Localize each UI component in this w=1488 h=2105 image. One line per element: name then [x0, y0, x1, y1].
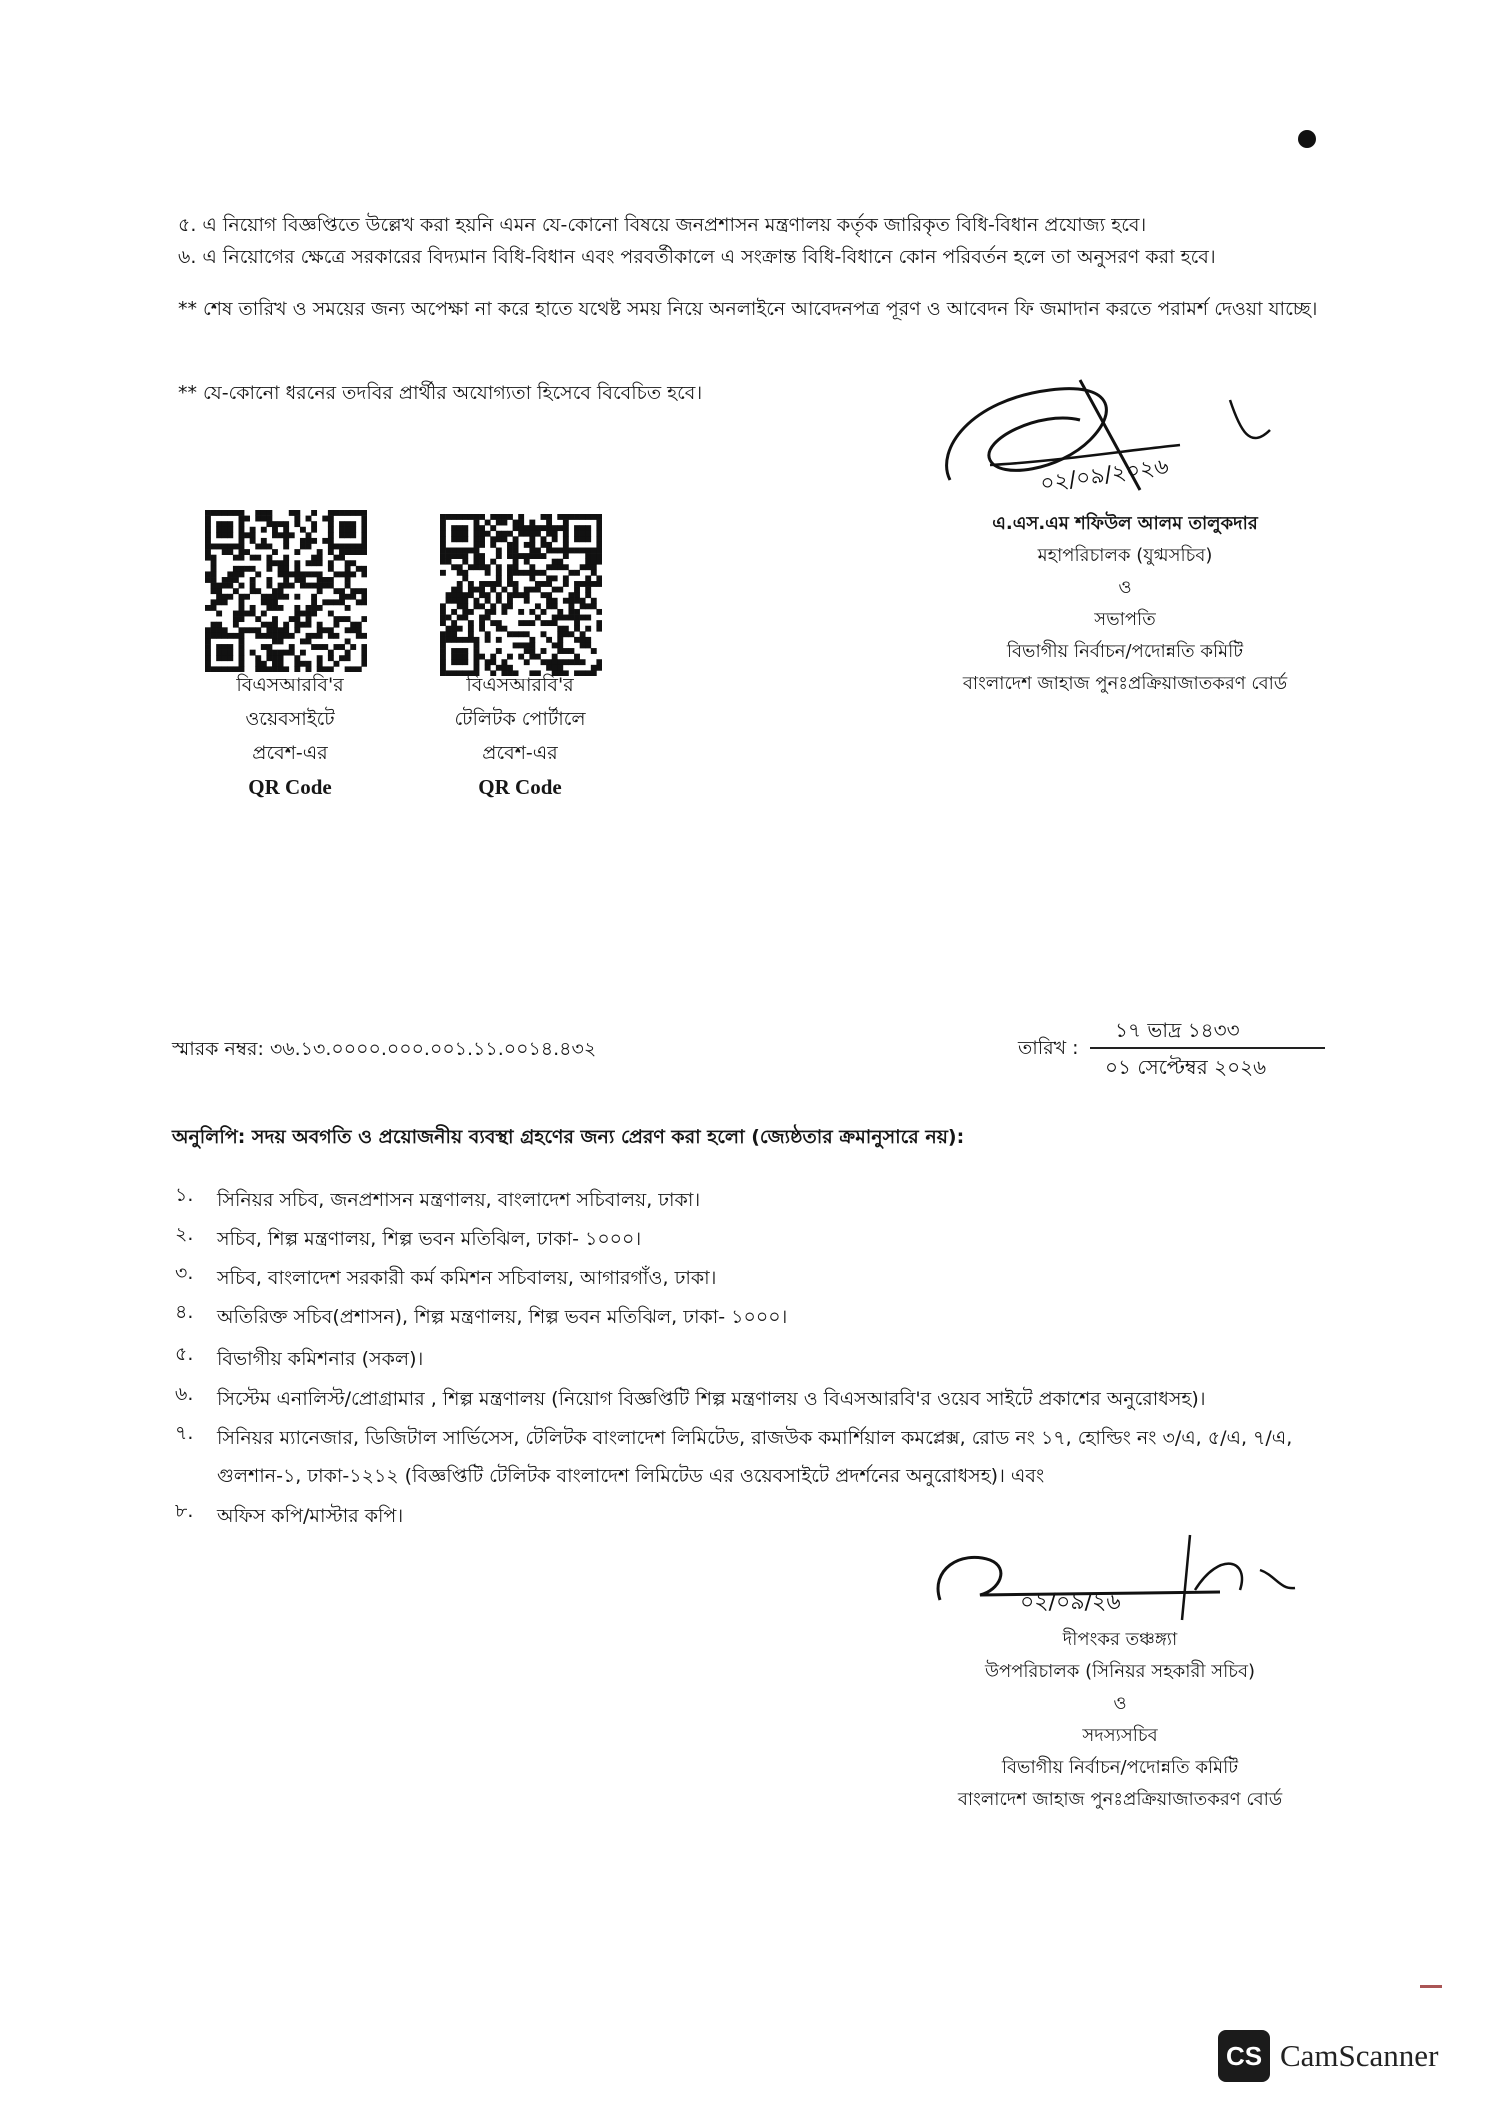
signatory-2-org: বাংলাদেশ জাহাজ পুনঃপ্রক্রিয়াজাতকরণ বোর্ড	[957, 1789, 1283, 1810]
qr-caption-teletalk-line-1: বিএসআরবি'র	[466, 674, 574, 696]
signatory-1-block	[840, 508, 1410, 700]
signatory-2-committee: বিভাগীয় নির্বাচন/পদোন্নতি কমিটি	[1001, 1757, 1239, 1778]
qr-caption-website-line-1: বিএসআরবি'র	[236, 674, 344, 696]
list-item-text: বিভাগীয় কমিশনার (সকল)।	[217, 1348, 424, 1370]
list-item-text: সিস্টেম এনালিস্ট/প্রোগ্রামার , শিল্প মন্ত্রণালয় (নিয়োগ বিজ্ঞপ্তিটি শিল্প মন্ত্রণালয় ও বিএসআরবি'র ওয়েব সাইটে প্রকাশের অনুরোধসহ)।	[217, 1388, 1206, 1410]
list-item-text: সিনিয়র ম্যানেজার, ডিজিটাল সার্ভিসেস, টেলিটক বাংলাদেশ লিমিটেড, রাজউক কমার্শিয়াল কমপ্লেক্স, রোড নং ১৭, হোল্ডিং নং ৩/এ, ৫/এ, ৭/এ, গুলশান-১, ঢাকা-১২১২ (বিজ্ঞপ্তিটি টেলিটক বাংলাদেশ লিমিটেড এর ওয়েবসাইটে প্রদর্শনের অনুরোধসহ)। এবং	[217, 1427, 1293, 1487]
signature-2-date: ০২/০৯/২৬	[1020, 1590, 1121, 1615]
list-item-text: অতিরিক্ত সচিব(প্রশাসন), শিল্প মন্ত্রণালয়, শিল্প ভবন মতিঝিল, ঢাকা- ১০০০।	[217, 1306, 788, 1328]
qr-caption-teletalk	[400, 668, 640, 805]
date-english: ০১ সেপ্টেম্বর ২০২৬	[1105, 1055, 1267, 1079]
signatory-1-name: এ.এস.এম শফিউল আলম তালুকদার	[992, 513, 1258, 534]
qr-caption-website-code: QR Code	[248, 775, 332, 799]
signatory-2-name: দীপংকর তঞ্চঙ্গ্যা	[1062, 1629, 1178, 1650]
signature-1-date: ০২/০৯/২০২৬	[1038, 454, 1171, 497]
signatory-1-role: সভাপতি	[1094, 609, 1156, 630]
qr-code-teletalk[interactable]	[440, 514, 602, 676]
qr-caption-website	[170, 668, 410, 805]
list-item-text: সচিব, শিল্প মন্ত্রণালয়, শিল্প ভবন মতিঝিল, ঢাকা- ১০০০।	[217, 1228, 642, 1250]
list-item-text: সচিব, বাংলাদেশ সরকারী কর্ম কমিশন সচিবালয়, আগারগাঁও, ঢাকা।	[217, 1267, 717, 1289]
list-item-number: ৩.	[175, 1262, 194, 1284]
note-lobbying: ** যে-কোনো ধরনের তদবির প্রার্থীর অযোগ্যতা হিসেবে বিবেচিত হবে।	[178, 382, 703, 404]
signatory-1-and: ও	[1118, 577, 1132, 598]
qr-caption-teletalk-code: QR Code	[478, 775, 562, 799]
camscanner-name: CamScanner	[1280, 2038, 1439, 2073]
qr-caption-website-line-2: ওয়েবসাইটে	[245, 708, 335, 730]
qr-caption-teletalk-line-3: প্রবেশ-এর	[482, 742, 558, 764]
date-bangla: ১৭ ভাদ্র ১৪৩৩	[1115, 1018, 1240, 1042]
memo-reference: স্মারক নম্বর: ৩৬.১৩.০০০০.০০০.০০১.১১.০০১৪.৪৩২	[172, 1038, 597, 1060]
copy-heading: অনুলিপি: সদয় অবগতি ও প্রয়োজনীয় ব্যবস্থা গ্রহণের জন্য প্রেরণ করা হলো (জ্যেষ্ঠতার ক্রমানুসারে নয়):	[172, 1126, 965, 1148]
list-item-number: ২.	[175, 1223, 194, 1245]
signatory-2-role: সদস্যসচিব	[1082, 1725, 1158, 1746]
list-item-number: ৬.	[175, 1383, 194, 1405]
list-item-number: ১.	[175, 1184, 194, 1206]
qr-code-website[interactable]	[205, 510, 367, 672]
signatory-1-committee: বিভাগীয় নির্বাচন/পদোন্নতি কমিটি	[1006, 641, 1244, 662]
note-apply-early: ** শেষ তারিখ ও সময়ের জন্য অপেক্ষা না করে হাতে যথেষ্ট সময় নিয়ে অনলাইনে আবেদনপত্র পূরণ ও আবেদন ফি জমাদান করতে পরামর্শ দেওয়া যাচ্ছে।	[178, 298, 1318, 320]
clause-5: ৫. এ নিয়োগ বিজ্ঞপ্তিতে উল্লেখ করা হয়নি এমন যে-কোনো বিষয়ে জনপ্রশাসন মন্ত্রণালয় কর্তৃক জারিকৃত বিধি-বিধান প্রযোজ্য হবে।	[178, 214, 1147, 236]
signatory-1-title: মহাপরিচালক (যুগ্মসচিব)	[1037, 545, 1213, 566]
qr-caption-teletalk-line-2: টেলিটক পোর্টালে	[454, 708, 586, 730]
list-item-number: ৪.	[175, 1301, 194, 1323]
signatory-1-org: বাংলাদেশ জাহাজ পুনঃপ্রক্রিয়াজাতকরণ বোর্ড	[962, 673, 1288, 694]
scan-edge-mark	[1420, 1985, 1442, 1988]
list-item-text: অফিস কপি/মাস্টার কপি।	[217, 1505, 404, 1527]
list-item-number: ৮.	[175, 1500, 194, 1522]
signatory-2-and: ও	[1113, 1693, 1127, 1714]
qr-pattern	[205, 510, 367, 672]
signatory-2-title: উপপরিচালক (সিনিয়র সহকারী সচিব)	[984, 1661, 1256, 1682]
date-divider	[1090, 1047, 1325, 1049]
list-item-number: ৭.	[175, 1422, 194, 1444]
punch-hole-mark	[1298, 130, 1316, 148]
list-item-number: ৫.	[175, 1343, 194, 1365]
qr-caption-website-line-3: প্রবেশ-এর	[252, 742, 328, 764]
list-item-text: সিনিয়র সচিব, জনপ্রশাসন মন্ত্রণালয়, বাংলাদেশ সচিবালয়, ঢাকা।	[217, 1189, 701, 1211]
signatory-2-block	[830, 1624, 1410, 1816]
date-label: তারিখ :	[1018, 1037, 1079, 1059]
qr-pattern	[440, 514, 602, 676]
clause-6: ৬. এ নিয়োগের ক্ষেত্রে সরকারের বিদ্যমান বিধি-বিধান এবং পরবর্তীকালে এ সংক্রান্ত বিধি-বিধানে কোন পরিবর্তন হলে তা অনুসরণ করা হবে।	[178, 246, 1216, 268]
camscanner-logo: CS	[1218, 2030, 1270, 2082]
